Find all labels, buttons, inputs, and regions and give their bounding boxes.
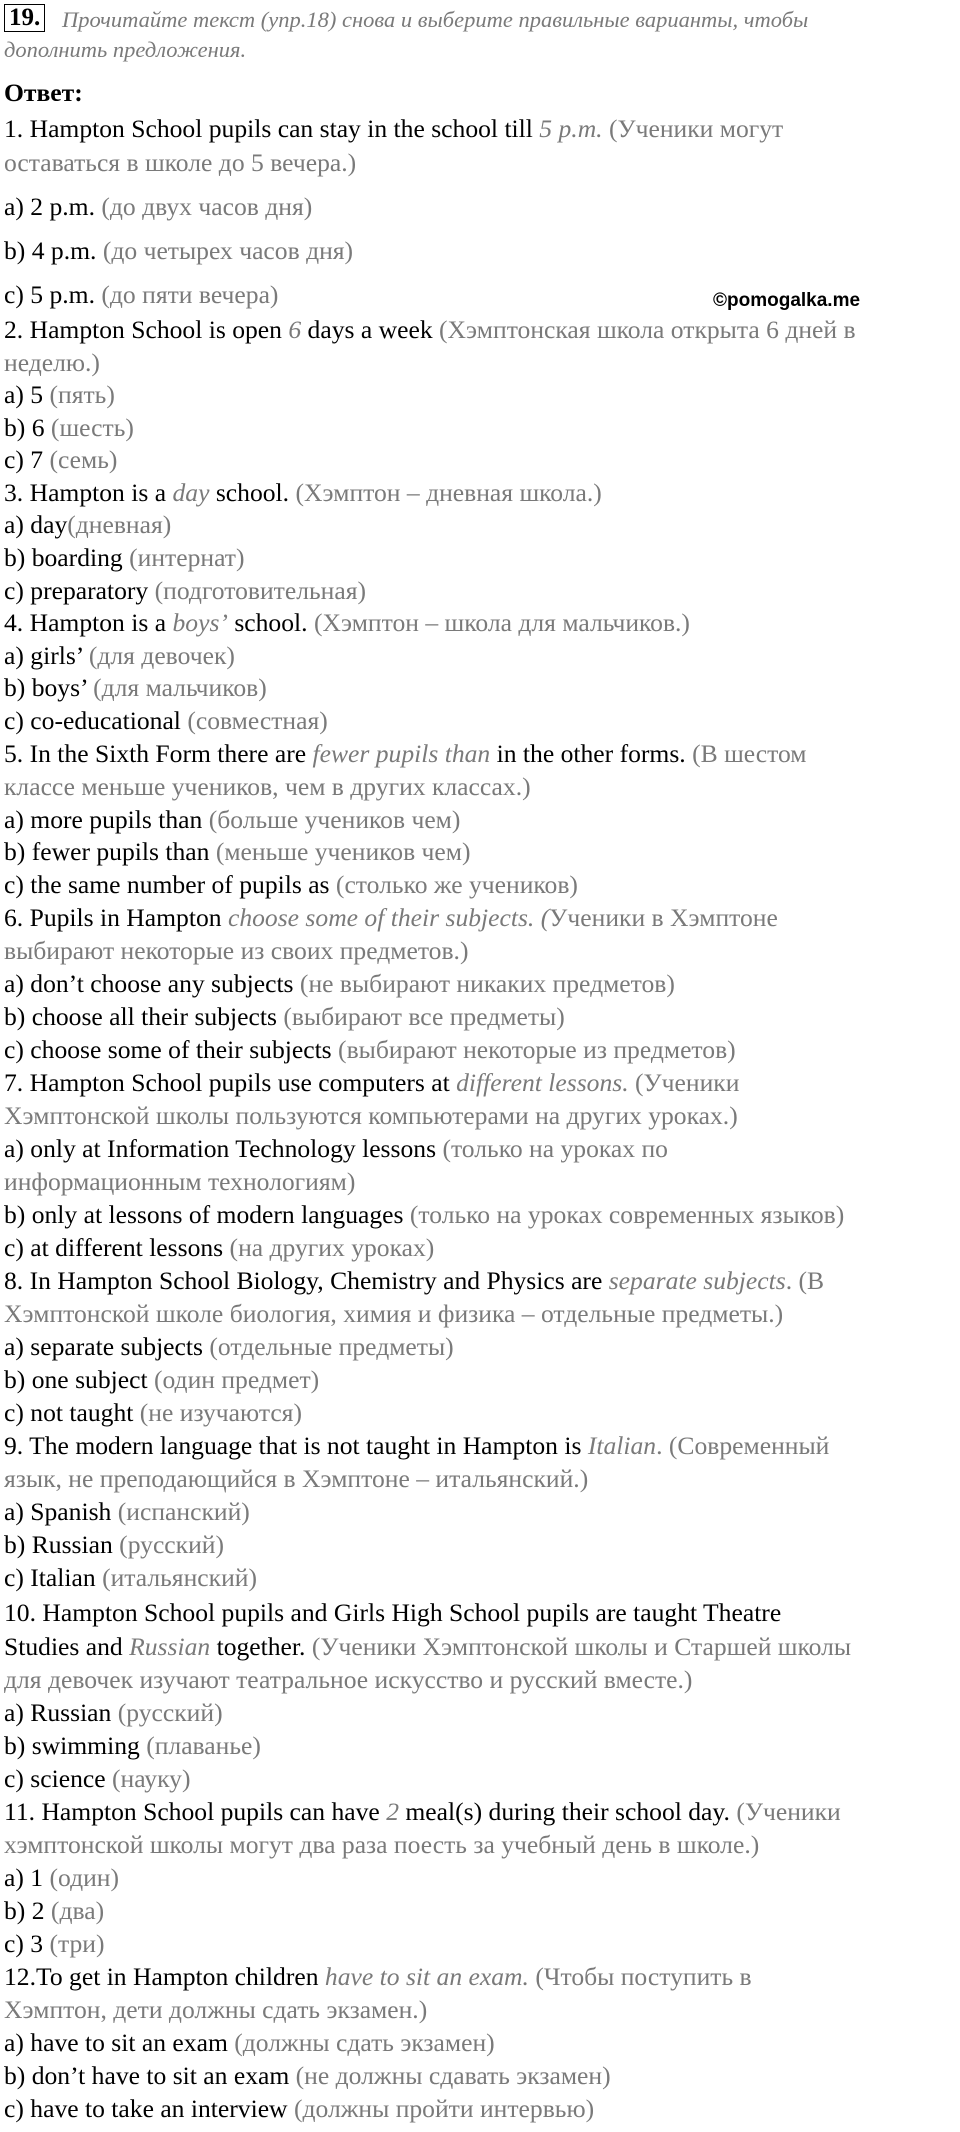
translation-text: Italian [587,1431,657,1460]
english-text: 4. Hampton is a [4,608,173,637]
translation-text: хэмптонской школы могут два раза поесть за учебный день в школе.) [4,1830,760,1859]
english-text: Studies and [4,1632,130,1661]
translation-text: (один) [49,1863,120,1892]
translation-text: (должны пройти интервью) [293,2094,595,2123]
translation-text: 2 [386,1797,399,1826]
text-line [4,2026,495,2059]
translation-text: (до четырех часов дня) [102,236,354,265]
translation-text: (Хэмптонская школа открыта 6 дней в [439,315,856,344]
text-line [4,1330,454,1363]
translation-text: (Ученики [628,1068,740,1097]
translation-text: . (В [785,1266,825,1295]
text-line [4,967,675,1000]
text-line [4,476,602,509]
translation-text: (три) [49,1929,105,1958]
english-text: 6. Pupils in Hampton [4,903,228,932]
english-text: c) preparatory [4,576,155,605]
translation-text: (не должны сдавать экзамен) [295,2061,611,2090]
english-text: a) have to sit an exam [4,2028,235,2057]
text-line [4,1198,844,1231]
english-text: c) 3 [4,1929,50,1958]
translation-text: информационным технологиям) [4,1167,356,1196]
text-line [4,1000,565,1033]
translation-text: (для девочек) [88,641,235,670]
translation-text: choose some of their subjects. ( [227,903,550,932]
text-line [4,1264,824,1297]
translation-text: (интернат) [129,543,245,572]
translation-text: (до пяти вечера) [101,280,279,309]
translation-text: (Ученики Хэмптонской школы и Старшей школы [311,1632,852,1661]
text-line [4,411,134,444]
translation-text: (Хэмптон – дневная школа.) [295,478,602,507]
text-line [4,1762,190,1795]
text-line [4,1165,355,1198]
task-text-line-2: дополнить предложения. [4,37,247,62]
english-text: a) Spanish [4,1497,118,1526]
translation-text: классе меньше учеников, чем в других классах.) [4,772,531,801]
text-line [4,1596,781,1629]
translation-text: . (Современный [656,1431,830,1460]
translation-text: have to sit an exam. [324,1962,529,1991]
english-text: 8. In Hampton School Biology, Chemistry and Physics are [4,1266,609,1295]
translation-text: (один предмет) [153,1365,320,1394]
english-text: a) don’t choose any subjects [4,969,300,998]
translation-text: (только на уроках современных языков) [409,1200,845,1229]
translation-text: (подготовительная) [154,576,367,605]
text-line [4,901,778,934]
text-line [4,1894,104,1927]
text-line [4,1828,759,1861]
english-text: b) don’t have to sit an exam [4,2061,296,2090]
text-line [4,1663,692,1696]
text-line [4,146,356,179]
translation-text: boys’ [172,608,228,637]
translation-text: Хэмптонской школе биология, химия и физика – отдельные предметы.) [4,1299,784,1328]
text-line [4,541,244,574]
text-line [4,1297,783,1330]
translation-text: (Хэмптон – школа для мальчиков.) [313,608,690,637]
translation-text: (только на уроках по [442,1134,668,1163]
english-text: a) 1 [4,1863,50,1892]
english-text: c) choose some of their subjects [4,1035,339,1064]
english-text: b) fewer pupils than [4,837,216,866]
english-text: b) Russian [4,1530,120,1559]
english-text: 3. Hampton is a [4,478,173,507]
english-text: c) 5 p.m. [4,280,102,309]
translation-text: fewer pupils than [312,739,491,768]
translation-text: (не выбирают никаких предметов) [299,969,675,998]
english-text: days a week [301,315,440,344]
translation-text: (науку) [112,1764,191,1793]
translation-text: (выбирают все предметы) [283,1002,565,1031]
english-text: c) 7 [4,445,50,474]
english-text: school. [209,478,296,507]
translation-text: (для мальчиков) [93,673,267,702]
text-line [4,1099,738,1132]
translation-text: выбирают некоторые из своих предметов.) [4,936,469,965]
english-text: 12.To get in Hampton children [4,1962,325,1991]
english-text: a) 5 [4,380,50,409]
text-line [4,112,783,145]
text-line [4,2059,611,2092]
translation-text: Хэмптонской школы пользуются компьютерами на других уроках.) [4,1101,738,1130]
english-text: b) one subject [4,1365,154,1394]
english-text: 10. Hampton School pupils and Girls High School pupils are taught Theatre [4,1598,782,1627]
translation-text: (должны сдать экзамен) [234,2028,495,2057]
english-text: school. [227,608,314,637]
text-line [4,346,100,379]
translation-text: язык, не преподающийся в Хэмптоне – итальянский.) [4,1464,589,1493]
text-line [4,1561,257,1594]
text-line [4,313,856,346]
translation-text: неделю.) [4,348,100,377]
text-line [4,934,468,967]
translation-text: (совместная) [187,706,328,735]
text-line [4,1795,841,1828]
english-text: 7. Hampton School pupils use computers at [4,1068,457,1097]
watermark: ©pomogalka.me [713,290,861,311]
text-line [4,1528,224,1561]
translation-text: (больше учеников чем) [208,805,461,834]
english-text: a) only at Information Technology lessons [4,1134,443,1163]
translation-text: (Ученики [736,1797,841,1826]
text-line [4,1132,668,1165]
translation-text: (итальянский) [102,1563,257,1592]
english-text: a) Russian [4,1698,118,1727]
text-line [4,1861,119,1894]
english-text: b) boys’ [4,673,94,702]
translation-text: (не изучаются) [139,1398,302,1427]
translation-text: (столько же учеников) [335,870,578,899]
english-text: b) only at lessons of modern languages [4,1200,410,1229]
translation-text: Хэмптон, дети должны сдать экзамен.) [4,1995,428,2024]
text-line [4,1927,105,1960]
english-text: 2. Hampton School is open [4,315,289,344]
text-line [4,234,353,267]
text-line [4,1630,851,1663]
text-line [4,704,328,737]
text-line [4,278,278,311]
translation-text: different lessons. [456,1068,629,1097]
exercise-number-box: 19. [4,4,45,32]
text-line [4,639,235,672]
text-line [4,1696,223,1729]
english-text: 11. Hampton School pupils can have [4,1797,387,1826]
english-text: c) not taught [4,1398,140,1427]
translation-text: (меньше учеников чем) [215,837,471,866]
text-line [4,1396,302,1429]
text-line [4,1462,588,1495]
english-text: b) choose all their subjects [4,1002,284,1031]
translation-text: (пять) [49,380,115,409]
text-line [4,574,366,607]
english-text: c) co-educational [4,706,188,735]
english-text: b) boarding [4,543,130,572]
english-text: c) science [4,1764,112,1793]
english-text: a) separate subjects [4,1332,210,1361]
text-line [4,1363,319,1396]
translation-text: 5 p.m. [539,114,603,143]
translation-text: (на других уроках) [229,1233,435,1262]
text-line [4,606,690,639]
translation-text: (до двух часов дня) [101,192,313,221]
translation-text: (русский) [117,1698,223,1727]
english-text: 1. Hampton School pupils can stay in the school till [4,114,540,143]
english-text: a) girls’ [4,641,89,670]
translation-text: Ученики в Хэмптоне [549,903,778,932]
text-line [4,2092,594,2125]
english-text: meal(s) during their school day. [398,1797,737,1826]
translation-text: (испанский) [117,1497,250,1526]
text-line [4,868,578,901]
translation-text: для девочек изучают театральное искусство и русский вместе.) [4,1665,693,1694]
exercise-number [4,4,45,32]
translation-text: Russian [129,1632,211,1661]
text-line [4,378,115,411]
english-text: c) Italian [4,1563,103,1592]
text-line [4,1960,752,1993]
text-line [4,1429,829,1462]
translation-text: (В шестом [692,739,807,768]
text-line [4,1066,739,1099]
text-line [4,190,312,223]
english-text: 5. In the Sixth Form there are [4,739,313,768]
text-line [4,835,471,868]
translation-text: (шесть) [50,413,134,442]
text-line [4,1993,427,2026]
translation-text: (дневная) [67,510,172,539]
english-text: c) at different lessons [4,1233,230,1262]
translation-text: 6 [288,315,302,344]
translation-text: day [172,478,210,507]
text-line [4,803,460,836]
text-line [4,1729,261,1762]
english-text: c) have to take an interview [4,2094,294,2123]
english-text: b) swimming [4,1731,147,1760]
english-text: together. [210,1632,312,1661]
translation-text: (Чтобы поступить в [528,1962,752,1991]
english-text: c) the same number of pupils as [4,870,336,899]
text-line [4,737,807,770]
answer-label: Ответ: [4,78,83,107]
translation-text: (русский) [119,1530,225,1559]
text-line [4,770,531,803]
translation-text: (выбирают некоторые из предметов) [338,1035,736,1064]
translation-text: (отдельные предметы) [209,1332,454,1361]
text-line [4,671,267,704]
translation-text: (плаванье) [146,1731,261,1760]
english-text: 9. The modern language that is not taught in Hampton is [4,1431,588,1460]
text-line [4,1033,736,1066]
english-text: b) 4 p.m. [4,236,103,265]
english-text: b) 2 [4,1896,51,1925]
translation-text: (два) [50,1896,105,1925]
english-text: a) more pupils than [4,805,209,834]
translation-text: separate subjects [608,1266,786,1295]
translation-text: оставаться в школе до 5 вечера.) [4,148,357,177]
english-text: b) 6 [4,413,51,442]
text-line [4,508,171,541]
text-line [4,1231,434,1264]
text-line [4,443,117,476]
task-text-line-1: Прочитайте текст (упр.18) снова и выберите правильные варианты, чтобы [62,7,809,32]
translation-text: (Ученики могут [602,114,784,143]
text-line [4,1495,250,1528]
english-text: a) 2 p.m. [4,192,102,221]
english-text: a) day [4,510,68,539]
translation-text: (семь) [49,445,118,474]
english-text: in the other forms. [490,739,693,768]
